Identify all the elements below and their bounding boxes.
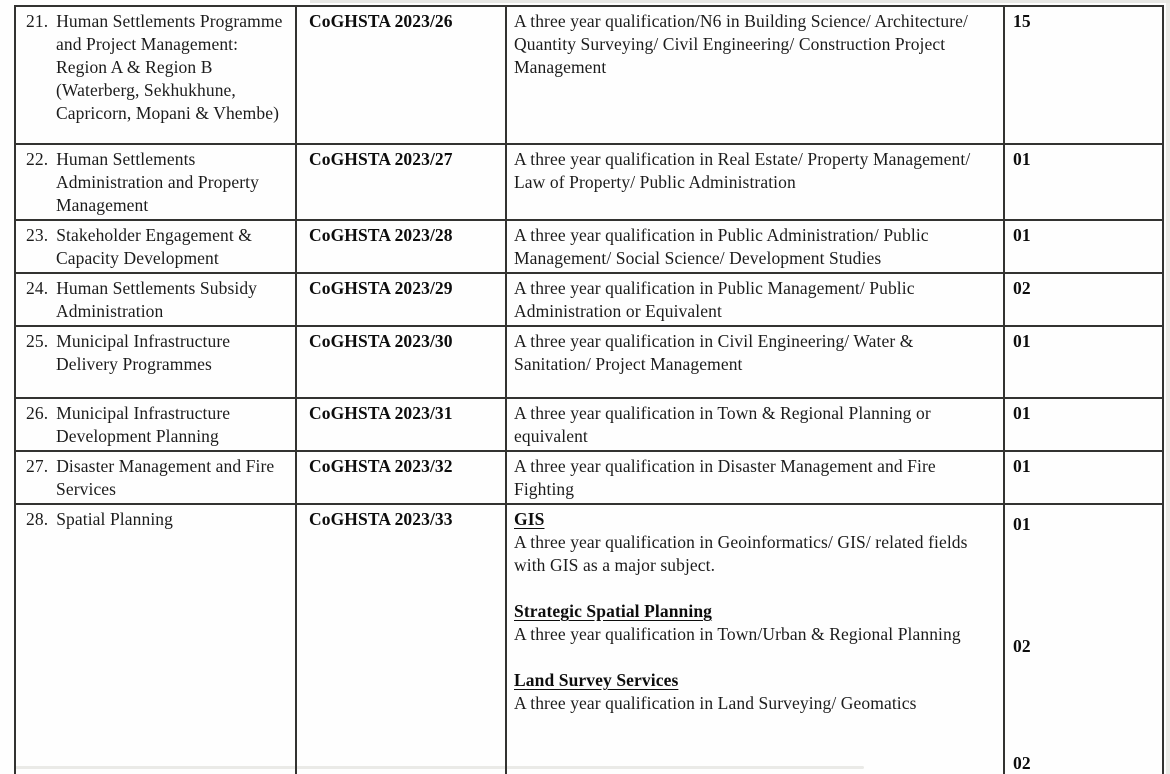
requirements-cell: A three year qualification in Real Estate/ Property Management/ Law of Property/ Public Administration <box>506 144 1004 220</box>
posts-cell: 01 <box>1004 144 1163 220</box>
programme-cell <box>15 326 296 398</box>
posts-value: 02 <box>1013 636 1031 656</box>
table-row <box>15 504 1163 774</box>
table-row <box>15 6 1163 144</box>
table-row <box>15 220 1163 273</box>
requirements-cell: A three year qualification in Public Management/ Public Administration or Equivalent <box>506 273 1004 326</box>
requirements-cell: A three year qualification in Disaster Management and Fire Fighting <box>506 451 1004 504</box>
requirements-cell <box>506 504 1004 774</box>
reference-cell: CoGHSTA 2023/27 <box>296 144 506 220</box>
programme-cell <box>15 273 296 326</box>
requirement-body: A three year qualification in Town/Urban & Regional Planning <box>514 624 961 644</box>
programme-name: Disaster Management and Fire Services <box>56 456 275 499</box>
programme-name: Municipal Infrastructure Development Planning <box>56 403 231 446</box>
requirement-section <box>514 600 991 646</box>
row-number: 24. <box>26 278 49 298</box>
posts-cell: 02 <box>1004 273 1163 326</box>
requirement-section <box>514 669 991 715</box>
requirements-cell: A three year qualification in Public Administration/ Public Management/ Social Science/ Development Studies <box>506 220 1004 273</box>
row-number: 23. <box>26 225 49 245</box>
posts-value: 01 <box>1013 514 1031 534</box>
requirement-body: A three year qualification in Geoinformatics/ GIS/ related fields with GIS as a major subject. <box>514 532 968 575</box>
requirement-heading: Land Survey Services <box>514 670 679 690</box>
requirements-cell: A three year qualification in Civil Engineering/ Water & Sanitation/ Project Management <box>506 326 1004 398</box>
programme-name: Human Settlements Subsidy Administration <box>56 278 258 321</box>
programme-cell <box>15 144 296 220</box>
scan-artifact <box>310 0 1170 3</box>
requirements-cell: A three year qualification/N6 in Building Science/ Architecture/ Quantity Surveying/ Civil Engineering/ Construction Project Management <box>506 6 1004 144</box>
table-row <box>15 326 1163 398</box>
table-row <box>15 273 1163 326</box>
posts-cell: 01 <box>1004 326 1163 398</box>
table-row <box>15 451 1163 504</box>
requirement-section <box>514 508 991 577</box>
programme-name: Stakeholder Engagement & Capacity Development <box>56 225 253 268</box>
reference-cell: CoGHSTA 2023/30 <box>296 326 506 398</box>
requirements-cell: A three year qualification in Town & Regional Planning or equivalent <box>506 398 1004 451</box>
programme-cell <box>15 220 296 273</box>
programme-cell <box>15 504 296 774</box>
requirement-heading: GIS <box>514 509 545 529</box>
reference-cell: CoGHSTA 2023/26 <box>296 6 506 144</box>
programme-name: Spatial Planning <box>56 509 173 529</box>
row-number: 21. <box>26 11 49 31</box>
posts-cell: 01 <box>1004 398 1163 451</box>
reference-cell: CoGHSTA 2023/29 <box>296 273 506 326</box>
programme-cell <box>15 451 296 504</box>
programme-cell <box>15 398 296 451</box>
requirement-heading: Strategic Spatial Planning <box>514 601 713 621</box>
reference-cell: CoGHSTA 2023/31 <box>296 398 506 451</box>
posts-cell: 01 <box>1004 220 1163 273</box>
posts-value: 02 <box>1013 753 1031 773</box>
table-row <box>15 398 1163 451</box>
posts-cell: 01 <box>1004 451 1163 504</box>
programme-cell <box>15 6 296 144</box>
reference-cell: CoGHSTA 2023/28 <box>296 220 506 273</box>
posts-cell <box>1004 504 1163 774</box>
requirement-body: A three year qualification in Land Surveying/ Geomatics <box>514 693 917 713</box>
row-number: 26. <box>26 403 49 423</box>
scan-artifact <box>1166 0 1170 774</box>
posts-cell: 15 <box>1004 6 1163 144</box>
reference-cell: CoGHSTA 2023/33 <box>296 504 506 774</box>
row-number: 25. <box>26 331 49 351</box>
programme-name: Municipal Infrastructure Delivery Programmes <box>56 331 231 374</box>
programme-name: Human Settlements Administration and Property Management <box>56 149 259 215</box>
row-number: 27. <box>26 456 49 476</box>
reference-cell: CoGHSTA 2023/32 <box>296 451 506 504</box>
programme-name: Human Settlements Programme and Project Management: Region A & Region B (Waterberg, Sekhukhune, Capricorn, Mopani & Vhembe) <box>56 11 283 123</box>
row-number: 22. <box>26 149 49 169</box>
vacancy-table <box>14 5 1164 774</box>
table-row <box>15 144 1163 220</box>
row-number: 28. <box>26 509 49 529</box>
